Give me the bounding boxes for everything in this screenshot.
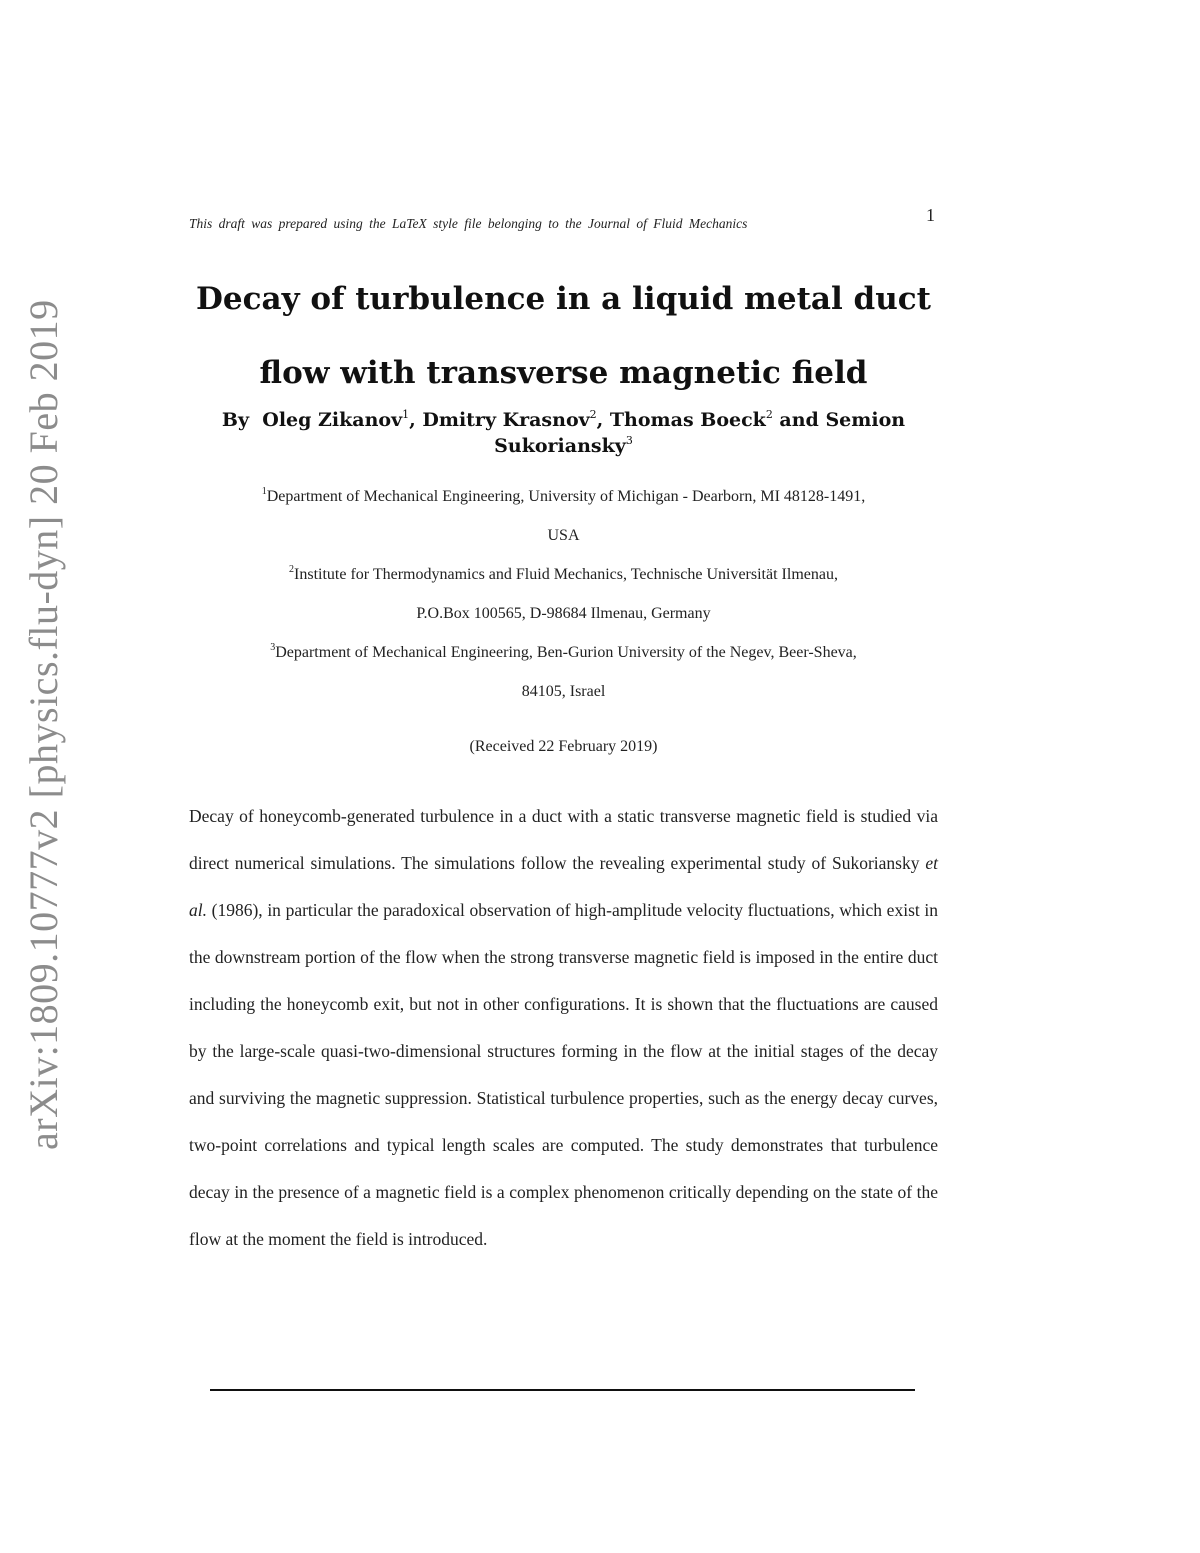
- affiliation-line: P.O.Box 100565, D-98684 Ilmenau, Germany: [416, 605, 711, 622]
- arxiv-identifier-stamp: arXiv:1809.10777v2 [physics.flu-dyn] 20 Feb 2019: [21, 299, 66, 1150]
- abstract-citation-etal: et al.: [189, 853, 938, 920]
- affiliation-line: 84105, Israel: [521, 683, 606, 700]
- running-header-note: This draft was prepared using the LaTeX style file belonging to the Journal of Fluid Mechanics: [189, 216, 748, 231]
- affiliation-line: USA: [547, 527, 580, 544]
- affiliation-line: [189, 555, 938, 594]
- author-separator: ,: [596, 409, 610, 431]
- abstract-text: (1986), in particular the paradoxical observation of high-amplitude velocity fluctuations, which exist in the downstream portion of the flow when the strong transverse magnetic field is imposed in the entire duct including the honeycomb exit, but not in other configurations. It is shown that the fluctuations are caused by the large-scale quasi-two-dimensional structures forming in the flow at the initial stages of the decay and surviving the magnetic suppression. Statistical turbulence properties, such as the energy decay curves, two-point correlations and typical length scales are computed. The study demonstrates that turbulence decay in the presence of a magnetic field is a complex phenomenon critically depending on the state of the flow at the moment the field is introduced.: [189, 900, 938, 1249]
- affiliation-mark: 1: [402, 408, 410, 421]
- affiliation-mark: 2: [765, 408, 773, 421]
- horizontal-rule: [210, 1389, 915, 1391]
- paper-title: [189, 262, 938, 410]
- title-line-1: Decay of turbulence in a liquid metal duct: [196, 281, 931, 317]
- author-separator: ,: [409, 409, 423, 431]
- abstract: [189, 793, 938, 1263]
- affiliation-mark: 3: [270, 642, 276, 653]
- author-name: Oleg Zikanov: [262, 409, 403, 431]
- affiliation-text: Department of Mechanical Engineering, Ben-Gurion University of the Negev, Beer-Sheva,: [275, 644, 857, 661]
- page-number: 1: [926, 205, 935, 225]
- author-name: Dmitry Krasnov: [422, 409, 590, 431]
- affiliation-mark: 2: [289, 564, 295, 575]
- title-line-2: flow with transverse magnetic field: [259, 355, 868, 391]
- affiliation-text: Department of Mechanical Engineering, University of Michigan - Dearborn, MI 48128-1491,: [266, 488, 866, 505]
- affiliation-mark: 1: [261, 486, 267, 497]
- abstract-text: Decay of honeycomb-generated turbulence in a duct with a static transverse magnetic field is studied via direct numerical simulations. The simulations follow the revealing experimental study of Sukoriansky: [189, 806, 938, 873]
- affiliation-text: Institute for Thermodynamics and Fluid Mechanics, Technische Universität Ilmenau,: [294, 566, 838, 583]
- author-prefix: By: [221, 409, 250, 431]
- affiliation-line: [189, 477, 938, 516]
- affiliation-line: [189, 633, 938, 672]
- affiliation-mark: 2: [589, 408, 597, 421]
- author-name: Semion Sukoriansky: [494, 409, 906, 457]
- author-separator: and: [772, 409, 826, 431]
- author-list: [189, 407, 938, 459]
- affiliation-mark: 3: [625, 434, 633, 447]
- author-name: Thomas Boeck: [609, 409, 766, 431]
- affiliation-block: [189, 477, 938, 711]
- received-date: (Received 22 February 2019): [469, 738, 658, 755]
